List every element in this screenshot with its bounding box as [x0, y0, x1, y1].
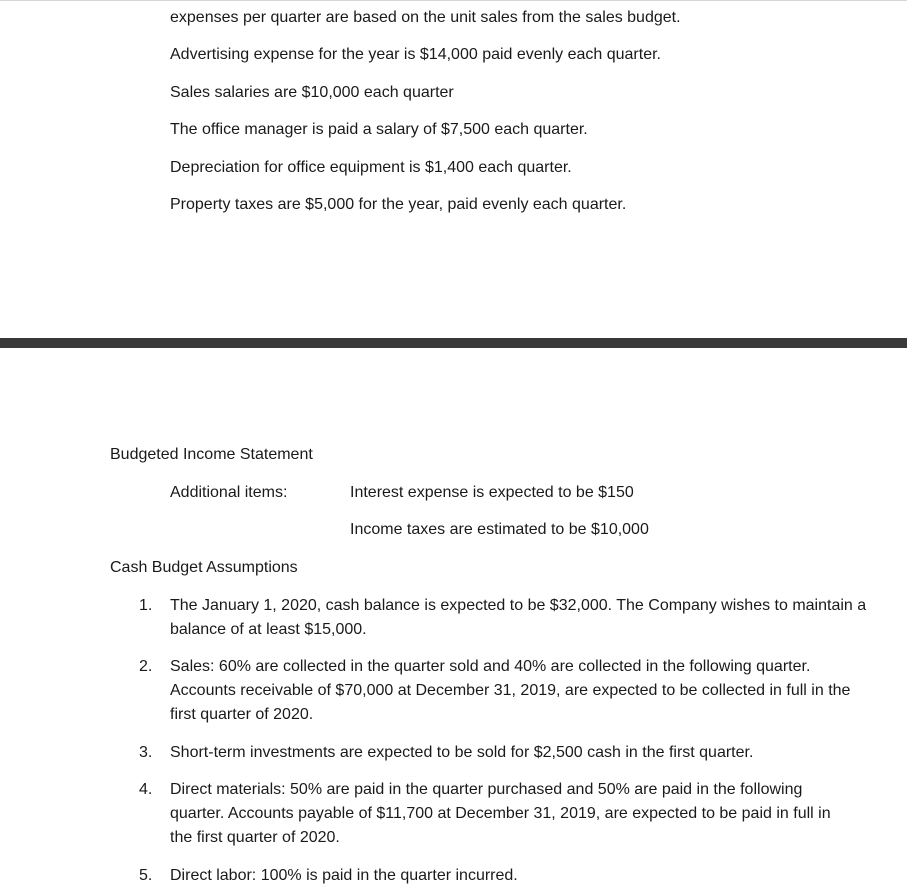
additional-items-label: Additional items:: [170, 484, 288, 501]
list-item-line: Sales: 60% are collected in the quarter sold and 40% are collected in the following quarter.: [170, 658, 811, 675]
list-item-line: Direct labor: 100% is paid in the quarter incurred.: [170, 867, 518, 884]
list-item-text: [170, 741, 890, 765]
list-item-text: [170, 864, 890, 888]
list-item-line: Accounts receivable of $70,000 at December 31, 2019, are expected to be collected in full in the: [170, 682, 851, 699]
list-item-number: 4.: [139, 781, 153, 798]
list-item-text: [170, 655, 890, 727]
sales-salaries-line: Sales salaries are $10,000 each quarter: [170, 84, 454, 101]
page-break-band: [0, 338, 907, 348]
property-taxes-line: Property taxes are $5,000 for the year, paid evenly each quarter.: [170, 196, 627, 213]
list-item-number: 2.: [139, 658, 153, 675]
list-item-line: quarter. Accounts payable of $11,700 at December 31, 2019, are expected to be paid in full in: [170, 805, 831, 822]
document-page-bottom: [0, 348, 907, 896]
list-item-text: [170, 594, 890, 642]
depreciation-line: Depreciation for office equipment is $1,400 each quarter.: [170, 159, 572, 176]
list-item-line: first quarter of 2020.: [170, 706, 314, 723]
list-item-text: [170, 778, 890, 850]
list-item-line: Short-term investments are expected to be sold for $2,500 cash in the first quarter.: [170, 744, 754, 761]
cash-budget-heading: Cash Budget Assumptions: [110, 559, 298, 576]
income-taxes-item: Income taxes are estimated to be $10,000: [350, 521, 649, 538]
list-item-number: 3.: [139, 744, 153, 761]
list-item-line: the first quarter of 2020.: [170, 829, 340, 846]
page-edge-divider: [0, 0, 907, 1]
document-page-top: [0, 0, 907, 338]
income-statement-heading: Budgeted Income Statement: [110, 446, 313, 463]
advertising-expense-line: Advertising expense for the year is $14,000 paid evenly each quarter.: [170, 46, 661, 63]
list-item-number: 1.: [139, 597, 153, 614]
expense-note-line: expenses per quarter are based on the unit sales from the sales budget.: [170, 9, 681, 26]
interest-expense-item: Interest expense is expected to be $150: [350, 484, 634, 501]
list-item-line: Direct materials: 50% are paid in the quarter purchased and 50% are paid in the following: [170, 781, 803, 798]
list-item-number: 5.: [139, 867, 153, 884]
list-item-line: balance of at least $15,000.: [170, 621, 367, 638]
office-manager-salary-line: The office manager is paid a salary of $7,500 each quarter.: [170, 121, 588, 138]
list-item-line: The January 1, 2020, cash balance is expected to be $32,000. The Company wishes to maintain a: [170, 597, 867, 614]
